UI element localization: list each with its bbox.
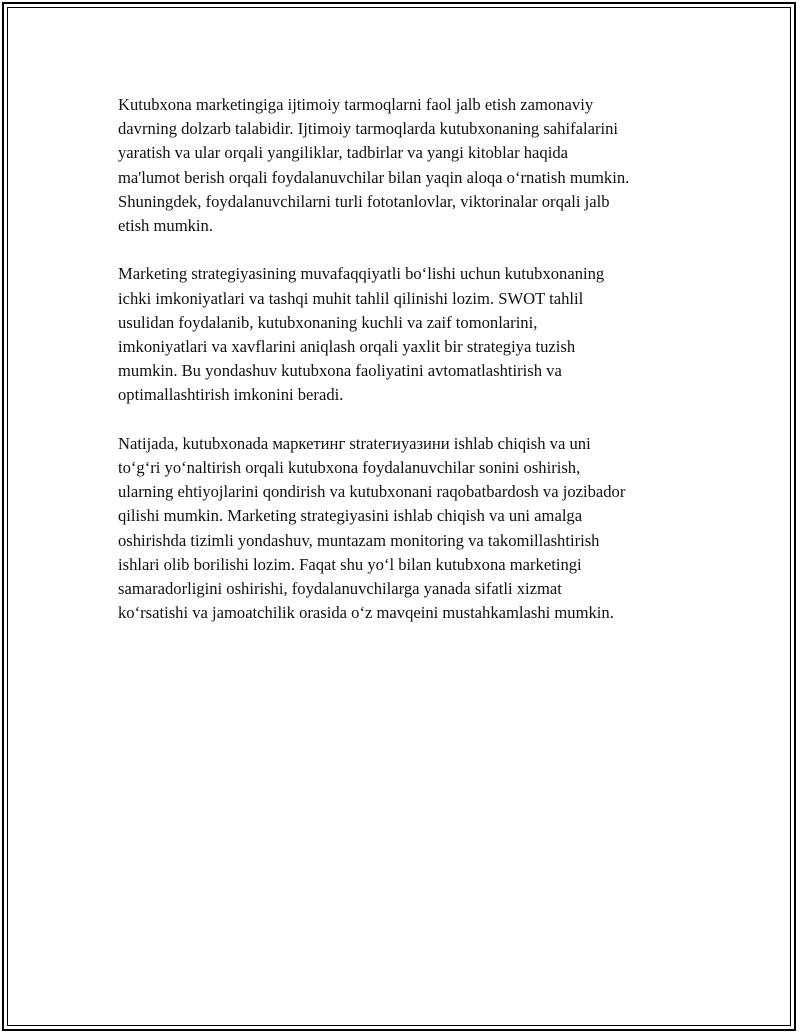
document-body (118, 93, 698, 650)
paragraph-swot-strategy: Marketing strategiyasining muvafaqqiyatli bo‘lishi uchun kutubxonaning ichki imkoniyatlari va tashqi muhit tahlil qilinishi lozim. SWOT tahlil usulidan foydalanib, kutubxonaning kuchli va zaif tomonlarini, imkoniyatlari va xavflarini aniqlash orqali yaxlit bir strategiya tuzish mumkin. Bu yondashuv kutubxona faoliyatini avtomatlashtirish va optimallashtirish imkonini beradi. (118, 264, 605, 405)
paragraph-social-media: Kutubxona marketingiga ijtimoiy tarmoqlarni faol jalb etish zamonaviy davrning dolzarb talabidir. Ijtimoiy tarmoqlarda kutubxonaning sahifalarini yaratish va ular orqali yangiliklar, tadbirlar va yangi kitoblar haqida ma'lumot berish orqali foydalanuvchilar bilan yaqin aloqa o‘rnatish mumkin. Shuningdek, foydalanuvchilarni turli fototanlovlar, viktorinalar orqali jalb etish mumkin. (118, 95, 630, 236)
paragraph-conclusion: Natijada, kutubxonada маркетинг stratегиуазини ishlab chiqish va uni to‘g‘ri yo‘naltirish orqali kutubxona foydalanuvchilar sonini oshirish, ularning ehtiyojlarini qondirish va kutubxonani raqobatbardosh va jozibador qilishi mumkin. Marketing strategiyasini ishlab chiqish va uni amalga oshirishda tizimli yondashuv, muntazam monitoring va takomillashtirish ishlari olib borilishi lozim. Faqat shu yo‘l bilan kutubxona marketingi samaradorligini oshirishi, foydalanuvchilarga yanada sifatli xizmat ko‘rsatishi va jamoatchilik orasida o‘z mavqeini mustahkamlashi mumkin. (118, 433, 626, 623)
